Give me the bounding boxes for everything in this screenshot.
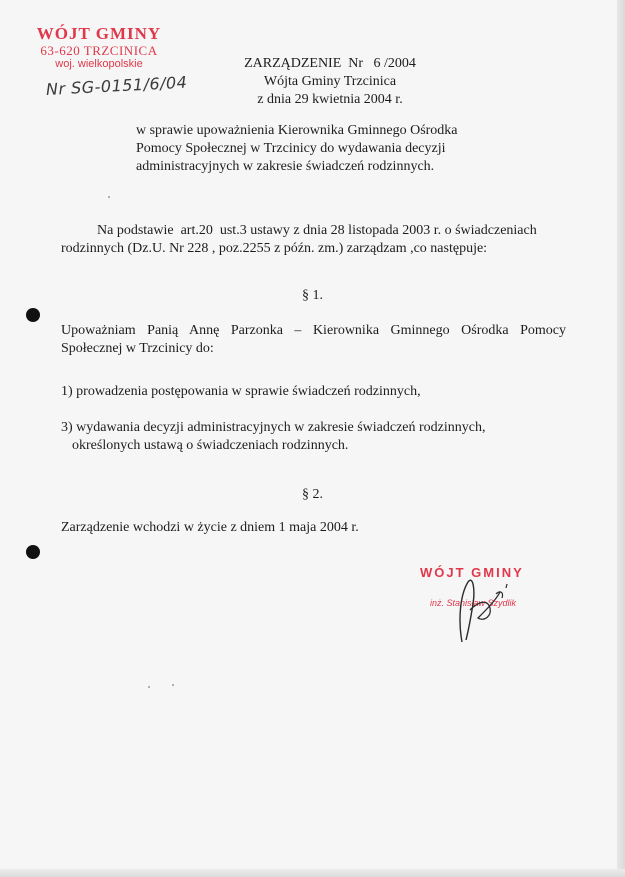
section-1-item-1: 1) prowadzenia postępowania w sprawie świadczeń rodzinnych, <box>61 384 421 399</box>
section-1-heading: § 1. <box>302 288 323 303</box>
section-1-body: Upoważniam Panią Annę Parzonka – Kierownika Gminnego Ośrodka Pomocy Społecznej w Trzcinicy do: <box>61 323 566 356</box>
punch-hole-top <box>26 308 40 322</box>
subject-line-2: Pomocy Społecznej w Trzcinicy do wydawania decyzji <box>136 141 446 156</box>
handwritten-reference-number: Nr SG-0151/6/04 <box>45 72 188 99</box>
title-line-date: z dnia 29 kwietnia 2004 r. <box>257 92 403 107</box>
document-title <box>215 55 445 109</box>
scan-speck <box>148 686 150 688</box>
signature-stroke-1 <box>460 580 474 642</box>
item-3-line-1: 3) wydawania decyzji administracyjnych w zakresie świadczeń rodzinnych, <box>61 420 486 435</box>
signature-stamp-name: inż. Stanisław Szydlik <box>430 598 517 608</box>
scan-speck <box>108 196 110 198</box>
preamble-paragraph: Na podstawie art.20 ust.3 ustawy z dnia 28 listopada 2003 r. o świadczeniach rodzinnych (Dz.U. Nr 228 , poz.2255 z późn. zm.) zarządzam ,co następuje: <box>61 223 541 256</box>
title-line-issuer: Wójta Gminy Trzcinica <box>263 74 397 89</box>
punch-hole-bottom <box>26 545 40 559</box>
header-stamp <box>24 24 174 71</box>
section-2-heading: § 2. <box>302 487 323 502</box>
stamp-line-office: WÓJT GMINY <box>36 24 162 43</box>
section-1-item-3 <box>61 419 566 455</box>
scan-bottom-edge <box>0 869 625 877</box>
scan-edge <box>617 0 625 877</box>
section-2-body: Zarządzenie wchodzi w życie z dniem 1 maja 2004 r. <box>61 520 359 535</box>
subject-line-3: administracyjnych w zakresie świadczeń rodzinnych. <box>136 159 435 174</box>
title-line-ordinance: ZARZĄDZENIE Nr 6 /2004 <box>244 56 416 71</box>
stamp-line-address: 63-620 TRZCINICA <box>40 43 158 58</box>
item-3-line-2: określonych ustawą o świadczeniach rodzinnych. <box>72 438 349 453</box>
handwritten-signature <box>440 570 530 650</box>
document-subject <box>136 122 516 176</box>
signature-stamp-title: WÓJT GMINY <box>420 565 524 580</box>
subject-line-1: w sprawie upoważnienia Kierownika Gminnego Ośrodka <box>136 123 458 138</box>
stamp-line-voivodeship: woj. wielkopolskie <box>55 58 143 70</box>
scan-speck <box>172 684 174 686</box>
